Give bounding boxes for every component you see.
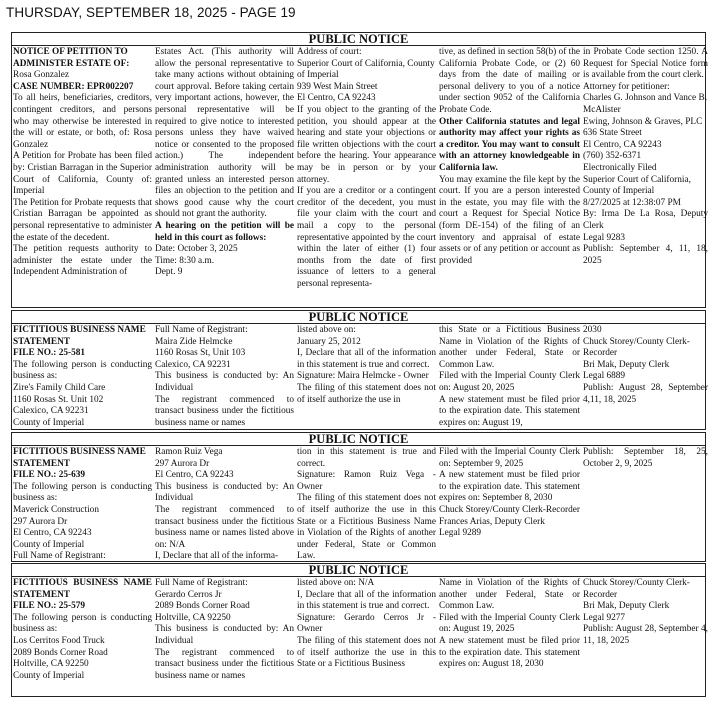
notice-paragraph: FICTITIOUS BUSINESS NAME STATEMENT: [13, 447, 146, 469]
notice-paragraph: The registrant commenced to transact business under the fictitious business name or names listed above on: N/A: [155, 504, 294, 550]
notice-paragraph: Signature: Maira Helmcke - Owner: [297, 371, 429, 382]
notice-paragraph: Legal 9283: [583, 232, 626, 243]
notice-paragraph: County of Imperial: [13, 417, 85, 428]
notice-paragraph: A new statement must be filed prior to the expiration date. This statement expires on: August 18, 2030: [439, 635, 580, 670]
notice-paragraph: El Centro, CA 92243: [13, 528, 92, 539]
notice-columns: [12, 325, 708, 429]
notice-paragraph: This business is conducted by: An Individual: [155, 481, 294, 504]
notice-paragraph: FICTITIOUS BUSINESS NAME STATEMENT: [13, 325, 146, 347]
title-divider: [12, 323, 705, 324]
notice-paragraph: I, Declare that all of the information in this statement is true and correct.: [297, 589, 436, 612]
notice-paragraph: Holtville, CA 92250: [155, 612, 231, 623]
notice-paragraph: If you are a creditor or a contingent creditor of the decedent, you must file your claim with the court and mail a copy to the personal representative appointed by the court within the later of either (1) four months from the date of first issuance of letters to a general personal representa-: [297, 186, 436, 289]
notice-column: [154, 447, 295, 561]
notice-paragraph: Maverick Construction: [13, 504, 99, 515]
notice-paragraph: To all heirs, beneficiaries, creditors, contingent creditors, and persons who may otherwise be interested in the will or estate, or both, of: Rosa Gonzalez: [13, 93, 152, 150]
notice-paragraph: FILE NO.: 25-639: [13, 470, 86, 481]
page-header: THURSDAY, SEPTEMBER 18, 2025 - PAGE 19: [6, 5, 296, 20]
notice-column: [154, 325, 295, 429]
notice-paragraph: 297 Aurora Dr: [155, 458, 210, 469]
notice-paragraph: El Centro, CA 92243: [297, 93, 376, 104]
notice-paragraph: 2089 Bonds Corner Road: [13, 647, 108, 658]
notice-paragraph: The registrant commenced to transact business under the fictitious business name or names: [155, 647, 294, 681]
title-divider: [12, 576, 705, 577]
notice-paragraph: Gerardo Cerros Jr: [155, 589, 222, 600]
notice-paragraph: Other California statutes and legal authority may affect your rights as a creditor. You may want to consult with an attorney knowledgeable in California law.: [439, 116, 580, 173]
notice-paragraph: The petition requests authority to administer the estate under the Independent Administration of: [13, 244, 152, 278]
notice-paragraph: The filing of this statement does not of itself authorize the use in this State or a Fictitious Business Name in Violation of the Rights of another under Federal, State or Common Law.: [297, 493, 436, 561]
notice-paragraph: FICTITIOUS BUSINESS NAME STATEMENT: [13, 578, 152, 600]
notice-paragraph: Full Name of Registrant:: [13, 551, 106, 561]
notice-column: [12, 578, 153, 696]
notice-paragraph: A hearing on the petition will be held in this court as follows:: [155, 220, 294, 243]
notice-title: PUBLIC NOTICE: [308, 32, 409, 46]
notice-column: [582, 578, 709, 696]
notice-fbn-25-581: [11, 310, 706, 430]
notice-paragraph: Filed with the Imperial County Clerk on: September 9, 2025: [439, 447, 580, 469]
notice-column: [582, 47, 709, 307]
notice-fbn-25-579: [11, 563, 706, 697]
notice-paragraph: 8/27/2025 at 12:38:07 PM: [583, 197, 681, 208]
notice-column: [296, 578, 437, 696]
notice-paragraph: Holtville, CA 92250: [13, 659, 89, 670]
notice-paragraph: A Petition for Probate has been filed by: Cristian Barragan in the Superior Court of California, County of: Imperial: [13, 151, 152, 197]
notice-paragraph: Dept. 9: [155, 267, 183, 278]
notice-paragraph: 1160 Rosas St. Unit 102: [13, 394, 104, 405]
notice-paragraph: Publish: September 4, 11, 18, 2025: [583, 244, 708, 266]
notice-paragraph: The filing of this statement does not of itself authorize the use in this State or a Fictitious Business: [297, 635, 436, 670]
notice-paragraph: Bri Mak, Deputy Clerk: [583, 359, 670, 370]
notice-paragraph: Filed with the Imperial County Clerk on: August 19, 2025: [439, 612, 580, 635]
notice-paragraph: A new statement must be filed prior to the expiration date. This statement expires on: September 8, 2030: [439, 470, 580, 504]
notice-paragraph: Chuck Storey/County Clerk-Recorder: [583, 578, 690, 600]
notice-paragraph: Legal 6889: [583, 371, 626, 382]
notice-paragraph: Full Name of Registrant:: [155, 325, 248, 335]
notice-paragraph: (760) 352-6371: [583, 151, 642, 162]
notice-paragraph: County of Imperial: [13, 670, 85, 681]
notice-paragraph: This business is conducted by: An Individual: [155, 371, 294, 393]
notice-paragraph: You may examine the file kept by the court. If you are a person interested in the estate, you may file with the court a Request for Special Notice (form DE-154) of the filing of an inventory and appraisal of estate assets or of any petition or account as provided: [439, 174, 580, 266]
notice-column: [296, 47, 437, 307]
notice-paragraph: 297 Aurora Dr: [13, 516, 68, 527]
notice-column: [582, 447, 709, 561]
notice-paragraph: Los Cerritos Food Truck: [13, 635, 105, 646]
notice-column: [12, 47, 153, 307]
notice-title: PUBLIC NOTICE: [308, 432, 409, 446]
notice-paragraph: Charles G. Johnson and Vance B. McAlister: [583, 93, 708, 115]
notice-column: [12, 447, 153, 561]
notice-paragraph: Chuck Storey/County Clerk-Recorder: [439, 504, 580, 515]
notice-column: [582, 325, 709, 429]
notice-paragraph: If you object to the granting of the petition, you should appear at the hearing and state your objections or file written objections with the court before the hearing. Your appearance may be in person or by your attorney.: [297, 104, 436, 185]
notice-paragraph: By: Irma De La Rosa, Deputy Clerk: [583, 209, 708, 231]
notice-paragraph: tion in this statement is true and correct.: [297, 447, 436, 469]
notice-paragraph: Calexico, CA 92231: [13, 406, 89, 417]
notice-paragraph: The Petition for Probate requests that Cristian Barragan be appointed as personal representative to administer the estate of the decedent.: [13, 197, 152, 243]
notice-paragraph: This business is conducted by: An Individual: [155, 624, 294, 646]
notice-paragraph: listed above on: N/A: [297, 578, 375, 588]
notice-paragraph: 939 West Main Street: [297, 81, 378, 92]
notice-paragraph: I, Declare that all of the informa-: [155, 551, 279, 561]
notice-paragraph: tive, as defined in section 58(b) of the California Probate Code, or (2) 60 days from the date of mailing or personal delivery to you of a notice under section 9052 of the California Probate Code.: [439, 47, 580, 115]
notice-paragraph: Name in Violation of the Rights of another under Federal, State or Common Law.: [439, 578, 580, 612]
notice-paragraph: Filed with the Imperial County Clerk on: August 20, 2025: [439, 371, 580, 393]
notice-paragraph: Date: October 3, 2025: [155, 244, 238, 255]
notice-column: [438, 325, 581, 429]
notice-paragraph: in Probate Code section 1250. A Request for Special Notice form is available from the court clerk.: [583, 47, 708, 81]
notice-paragraph: Rosa Gonzalez: [13, 70, 70, 81]
notice-column: [438, 47, 581, 307]
notice-paragraph: The filing of this statement does not of itself authorize the use in: [297, 382, 436, 405]
notice-title: PUBLIC NOTICE: [308, 563, 409, 577]
notice-paragraph: January 25, 2012: [297, 336, 361, 347]
notice-paragraph: 2089 Bonds Corner Road: [155, 601, 250, 612]
title-divider: [12, 445, 705, 446]
notice-columns: [12, 578, 708, 696]
notice-paragraph: Attorney for petitioner:: [583, 81, 670, 92]
notice-paragraph: Superior Court of California, County of Imperial: [297, 58, 435, 81]
notice-paragraph: The registrant commenced to transact business under the fictitious business name or names: [155, 394, 294, 428]
notice-paragraph: listed above on:: [297, 325, 356, 335]
notice-paragraph: The following person is conducting business as:: [13, 612, 152, 635]
notice-paragraph: A new statement must be filed prior to the expiration date. This statement expires on: August 19,: [439, 394, 580, 428]
notice-paragraph: CASE NUMBER: EPR002207: [13, 81, 134, 92]
notice-column: [438, 578, 581, 696]
notice-paragraph: 2030: [583, 325, 602, 335]
notice-probate-estate: [11, 32, 706, 308]
notice-paragraph: Zire's Family Child Care: [13, 382, 106, 393]
notice-paragraph: Time: 8:30 a.m.: [155, 255, 215, 266]
notice-paragraph: Legal 9277: [583, 612, 626, 623]
notice-paragraph: FILE NO.: 25-579: [13, 601, 86, 612]
notice-paragraph: Maira Zide Helmcke: [155, 336, 233, 347]
notice-column: [12, 325, 153, 429]
notice-paragraph: I, Declare that all of the information in this statement is true and correct.: [297, 348, 436, 370]
notice-paragraph: Publish: August 28, September 4,11, 18, 2025: [583, 382, 708, 405]
notice-column: [154, 47, 295, 307]
notice-paragraph: Signature: Gerardo Cerros Jr - Owner: [297, 612, 436, 635]
notice-paragraph: The following person is conducting business as:: [13, 359, 152, 382]
notice-paragraph: Estates Act. (This authority will allow the personal representative to take many actions without obtaining court approval. Before taking certain very important actions, however, the personal representative will be required to give notice to interested persons unless they have waived notice or consented to the proposed action.) The independent administration authority will be granted unless an interested person files an objection to the petition and shows good cause why the court should not grant the authority.: [155, 47, 294, 220]
notice-columns: [12, 47, 708, 307]
notice-title: PUBLIC NOTICE: [308, 310, 409, 324]
title-divider: [12, 45, 705, 46]
notice-paragraph: El Centro, CA 92243: [155, 470, 234, 481]
notice-paragraph: Publish: August 28, September 4, 11, 18, 2025: [583, 624, 708, 646]
notice-paragraph: FILE NO.: 25-581: [13, 348, 86, 359]
notice-column: [296, 447, 437, 561]
notice-paragraph: Ewing, Johnson & Graves, PLC: [583, 116, 703, 127]
notice-paragraph: Publish: September 18, 25, October 2, 9, 2025: [583, 447, 708, 469]
notice-paragraph: 636 State Street: [583, 128, 642, 139]
notice-paragraph: Calexico, CA 92231: [155, 359, 231, 370]
notice-paragraph: Signature: Ramon Ruiz Vega - Owner: [297, 470, 436, 492]
notice-paragraph: The following person is conducting business as:: [13, 481, 152, 504]
notice-column: [154, 578, 295, 696]
notice-paragraph: Full Name of Registrant:: [155, 578, 248, 588]
notice-paragraph: Ramon Ruiz Vega: [155, 447, 223, 457]
notice-paragraph: NOTICE OF PETITION TO ADMINISTER ESTATE OF:: [13, 47, 130, 69]
notice-paragraph: County of Imperial: [13, 539, 85, 550]
notice-columns: [12, 447, 708, 561]
notice-paragraph: Electronically Filed: [583, 162, 657, 173]
notice-paragraph: Legal 9289: [439, 528, 482, 539]
notice-paragraph: Address of court:: [297, 47, 362, 57]
notice-column: [296, 325, 437, 429]
notice-fbn-25-639: [11, 432, 706, 562]
notice-column: [438, 447, 581, 561]
notice-paragraph: Frances Arias, Deputy Clerk: [439, 516, 545, 527]
notice-paragraph: this State or a Fictitious Business Name in Violation of the Rights of another under Federal, State or Common Law.: [439, 325, 580, 370]
notice-paragraph: Chuck Storey/County Clerk-Recorder: [583, 336, 690, 359]
notice-paragraph: Superior Court of California, County of Imperial: [583, 174, 691, 197]
notice-paragraph: Bri Mak, Deputy Clerk: [583, 601, 670, 612]
notice-paragraph: El Centro, CA 92243: [583, 139, 662, 150]
notice-paragraph: 1160 Rosas St, Unit 103: [155, 348, 246, 359]
